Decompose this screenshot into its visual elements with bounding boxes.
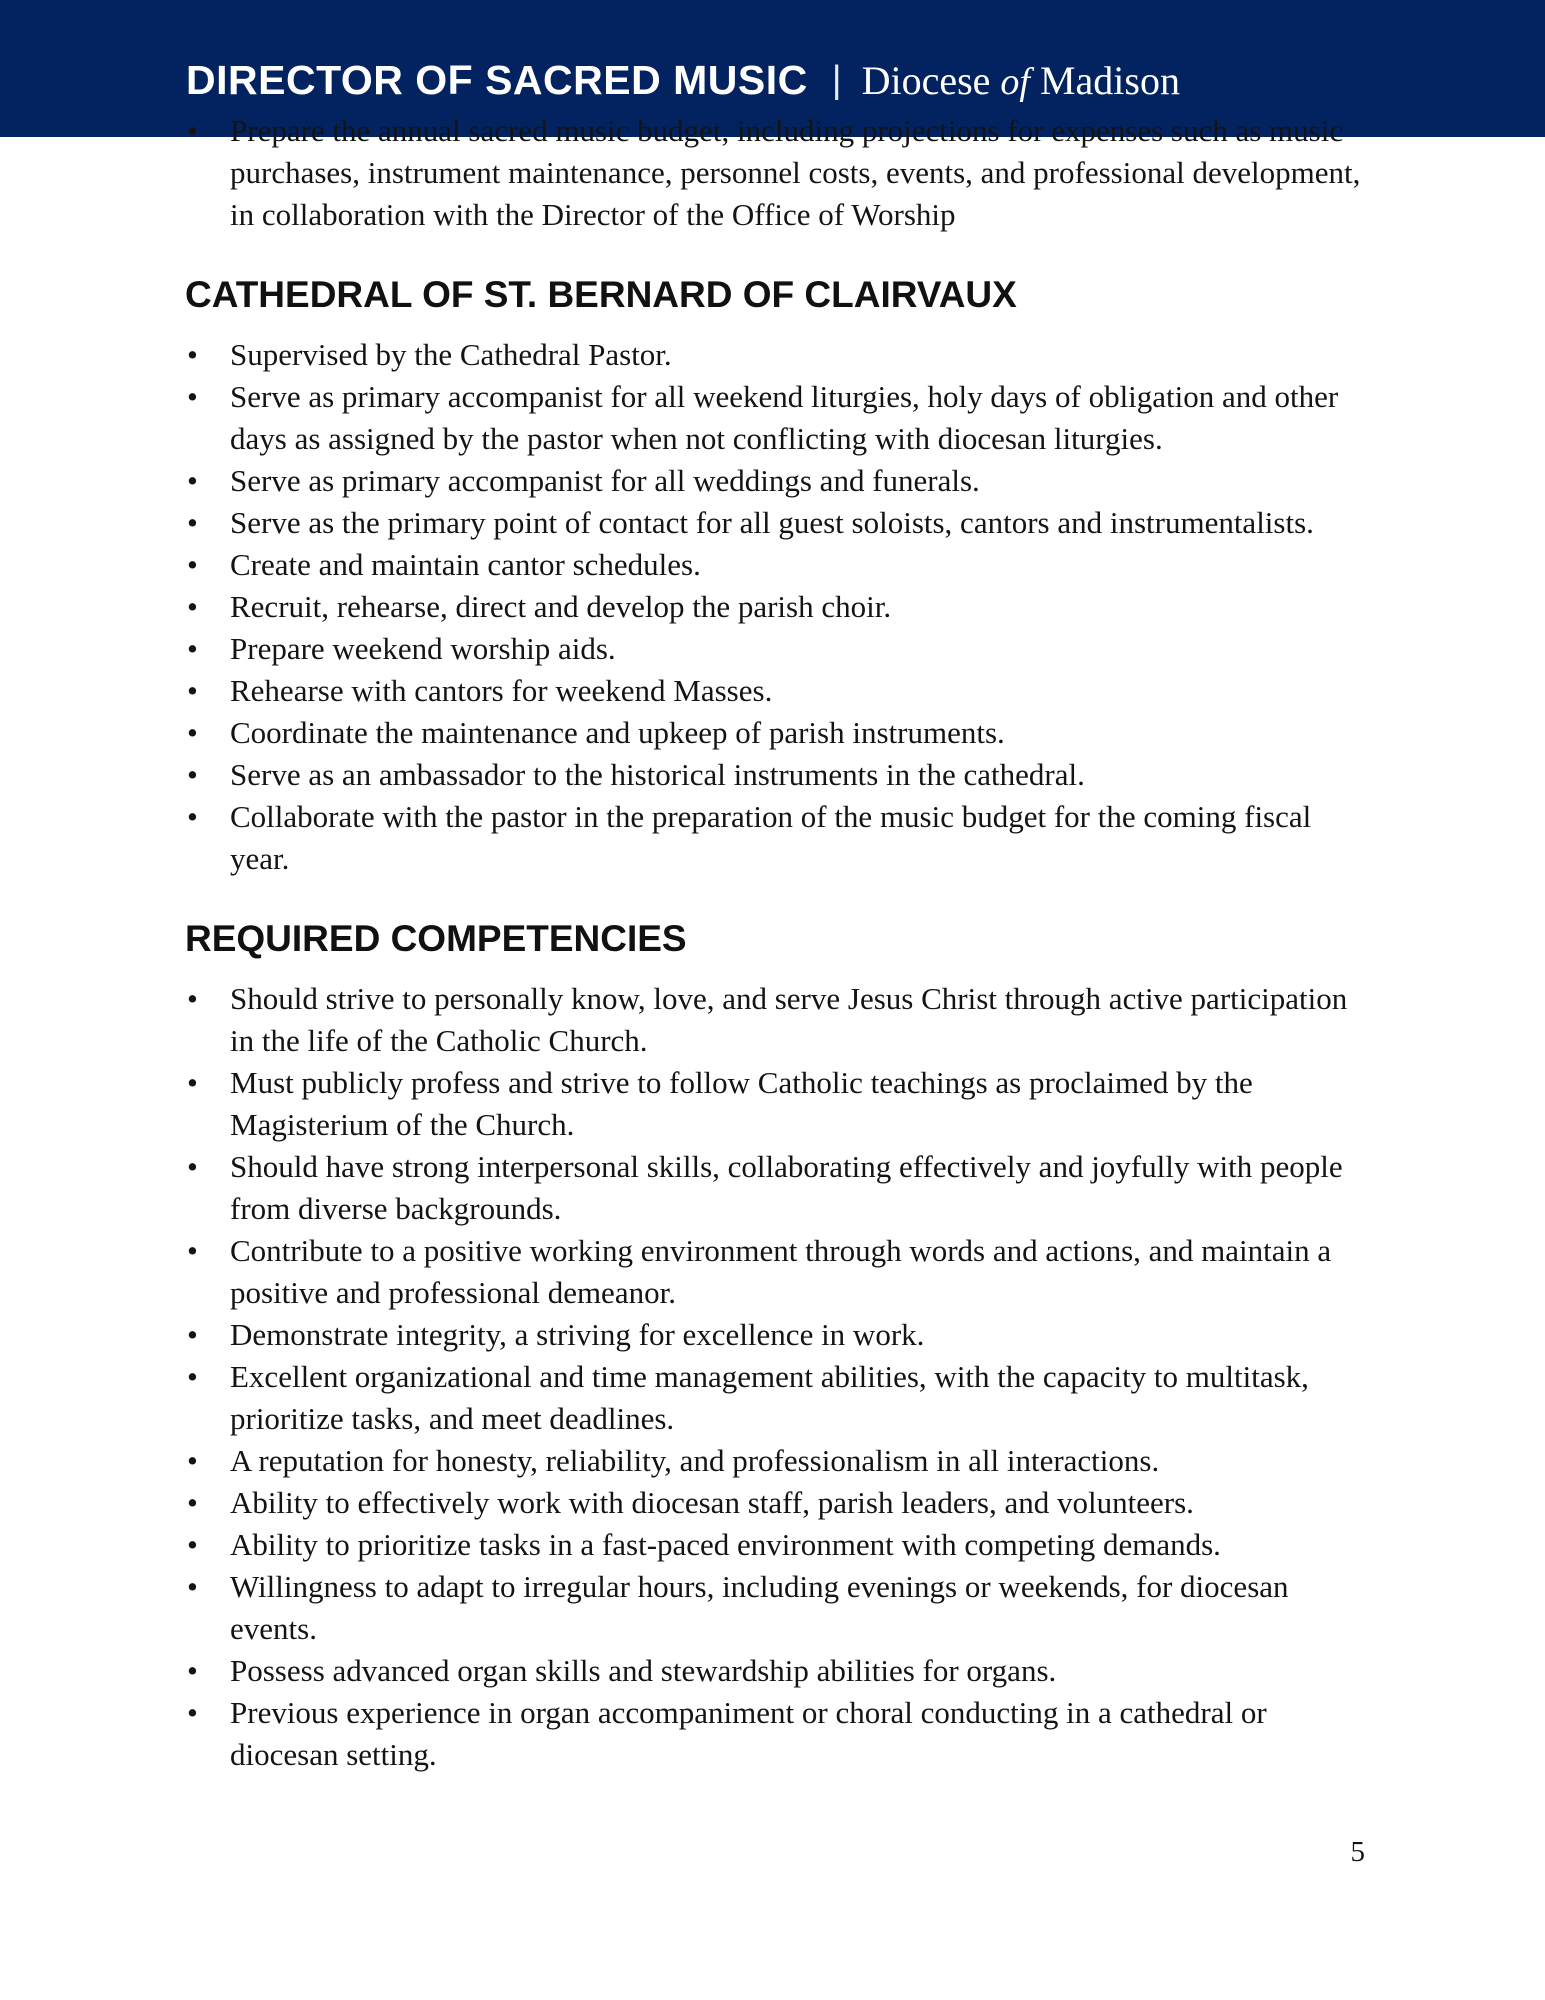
list-item-text: Should have strong interpersonal skills, collaborating effectively and joyfully with people from diverse backgrounds. bbox=[230, 1149, 1343, 1226]
page-number: 5 bbox=[1350, 1836, 1365, 1868]
list-item bbox=[185, 1062, 1375, 1146]
org-word-of: of bbox=[1000, 61, 1030, 103]
cathedral-bullet-list bbox=[185, 334, 1375, 880]
list-item-text: Serve as primary accompanist for all weddings and funerals. bbox=[230, 463, 980, 498]
list-item-text: Demonstrate integrity, a striving for excellence in work. bbox=[230, 1317, 925, 1352]
list-item bbox=[185, 1482, 1375, 1524]
title-separator: | bbox=[831, 59, 842, 101]
list-item bbox=[185, 1650, 1375, 1692]
list-item-text: Prepare the annual sacred music budget, including projections for expenses such as music purchases, instrument maintenance, personnel costs, events, and professional development, in collaboration with the Director of the Office of Worship bbox=[230, 113, 1361, 232]
header-text bbox=[186, 57, 1180, 103]
list-item-text: Coordinate the maintenance and upkeep of parish instruments. bbox=[230, 715, 1005, 750]
list-item-text: Rehearse with cantors for weekend Masses. bbox=[230, 673, 773, 708]
list-item-text: Contribute to a positive working environment through words and actions, and maintain a positive and professional demeanor. bbox=[230, 1233, 1332, 1310]
list-item-text: Possess advanced organ skills and stewardship abilities for organs. bbox=[230, 1653, 1057, 1688]
list-item bbox=[185, 1314, 1375, 1356]
list-item bbox=[185, 978, 1375, 1062]
list-item bbox=[185, 670, 1375, 712]
section-heading-cathedral: CATHEDRAL OF ST. BERNARD OF CLAIRVAUX bbox=[185, 274, 1017, 315]
list-item bbox=[185, 754, 1375, 796]
list-item-text: Recruit, rehearse, direct and develop the parish choir. bbox=[230, 589, 892, 624]
list-item bbox=[185, 1440, 1375, 1482]
org-word-madison: Madison bbox=[1039, 58, 1180, 103]
list-item-text: A reputation for honesty, reliability, and professionalism in all interactions. bbox=[230, 1443, 1160, 1478]
list-item-text: Supervised by the Cathedral Pastor. bbox=[230, 337, 672, 372]
list-item bbox=[185, 110, 1375, 236]
list-item-text: Should strive to personally know, love, and serve Jesus Christ through active participation in the life of the Catholic Church. bbox=[230, 981, 1348, 1058]
document-title: DIRECTOR OF SACRED MUSIC bbox=[186, 57, 808, 103]
list-item-text: Previous experience in organ accompaniment or choral conducting in a cathedral or diocesan setting. bbox=[230, 1695, 1267, 1772]
list-item-text: Must publicly profess and strive to follow Catholic teachings as proclaimed by the Magisterium of the Church. bbox=[230, 1065, 1253, 1142]
section-heading-competencies: REQUIRED COMPETENCIES bbox=[185, 918, 687, 959]
list-item bbox=[185, 502, 1375, 544]
list-item bbox=[185, 1566, 1375, 1650]
list-item bbox=[185, 1356, 1375, 1440]
list-item-text: Collaborate with the pastor in the preparation of the music budget for the coming fiscal year. bbox=[230, 799, 1312, 876]
list-item-text: Prepare weekend worship aids. bbox=[230, 631, 616, 666]
list-item bbox=[185, 1230, 1375, 1314]
list-item-text: Create and maintain cantor schedules. bbox=[230, 547, 701, 582]
list-item bbox=[185, 586, 1375, 628]
list-item-text: Serve as an ambassador to the historical instruments in the cathedral. bbox=[230, 757, 1085, 792]
list-item bbox=[185, 544, 1375, 586]
list-item bbox=[185, 796, 1375, 880]
list-item bbox=[185, 1146, 1375, 1230]
competencies-bullet-list bbox=[185, 978, 1375, 1776]
organization-name bbox=[862, 58, 1180, 103]
list-item-text: Willingness to adapt to irregular hours, including evenings or weekends, for diocesan events. bbox=[230, 1569, 1289, 1646]
list-item bbox=[185, 1692, 1375, 1776]
org-word-diocese: Diocese bbox=[861, 58, 991, 103]
list-item bbox=[185, 712, 1375, 754]
intro-bullet-list bbox=[185, 110, 1375, 236]
list-item bbox=[185, 460, 1375, 502]
list-item bbox=[185, 628, 1375, 670]
list-item bbox=[185, 376, 1375, 460]
list-item-text: Excellent organizational and time management abilities, with the capacity to multitask, prioritize tasks, and meet deadlines. bbox=[230, 1359, 1309, 1436]
list-item-text: Serve as the primary point of contact for all guest soloists, cantors and instrumentalists. bbox=[230, 505, 1314, 540]
list-item-text: Ability to prioritize tasks in a fast-paced environment with competing demands. bbox=[230, 1527, 1221, 1562]
list-item-text: Ability to effectively work with diocesan staff, parish leaders, and volunteers. bbox=[230, 1485, 1194, 1520]
list-item bbox=[185, 334, 1375, 376]
list-item bbox=[185, 1524, 1375, 1566]
list-item-text: Serve as primary accompanist for all weekend liturgies, holy days of obligation and other days as assigned by the pastor when not conflicting with diocesan liturgies. bbox=[230, 379, 1339, 456]
